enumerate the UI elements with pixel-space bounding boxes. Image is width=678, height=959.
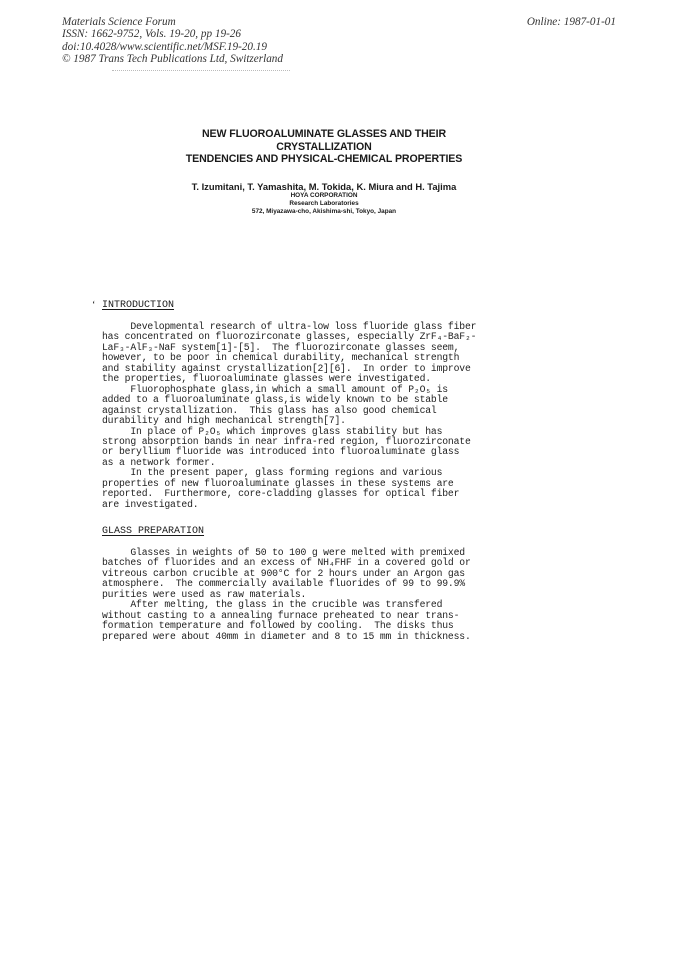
section-heading-introduction xyxy=(102,300,174,311)
text-line: durability and high mechanical strength[7]. xyxy=(102,415,346,427)
text-line: Fluorophosphate glass,in which a small amount of P₂O₅ is xyxy=(102,383,448,395)
affiliation-address: 572, Miyazawa-cho, Akishima-shi, Tokyo, Japan xyxy=(251,208,397,216)
paper-title xyxy=(120,128,528,166)
copyright-line: © 1987 Trans Tech Publications Ltd, Switzerland xyxy=(62,53,283,66)
affiliation-dept: Research Laboratories xyxy=(289,200,359,208)
text-line: are investigated. xyxy=(102,498,199,510)
title-line: NEW FLUOROALUMINATE GLASSES AND THEIR xyxy=(201,128,447,140)
journal-name: Materials Science Forum xyxy=(62,16,176,28)
scan-artifact-divider xyxy=(112,70,290,71)
scan-mark: ʻ xyxy=(92,300,96,311)
text-line: reported. Furthermore, core-cladding glasses for optical fiber xyxy=(102,488,460,500)
section-heading-glass-preparation xyxy=(102,526,204,537)
text-line: without casting to a annealing furnace preheated to near trans- xyxy=(102,609,460,621)
text-line: formation temperature and followed by cooling. The disks thus xyxy=(102,620,454,632)
doi-line[interactable]: doi:10.4028/www.scientific.net/MSF.19-20.19 xyxy=(62,40,267,53)
text-line: Glasses in weights of 50 to 100 g were melted with premixed xyxy=(102,547,465,558)
section-heading-label: GLASS PREPARATION xyxy=(102,526,205,537)
text-line: or beryllium fluoride was introduced into fluoroaluminate glass xyxy=(102,446,460,458)
text-line: prepared were about 40mm in diameter and 8 to 15 mm in thickness. xyxy=(102,630,471,642)
text-line: has concentrated on fluorozirconate glasses, especially ZrF₄-BaF₂- xyxy=(102,331,477,343)
text-line: properties of new fluoroaluminate glasses in these systems are xyxy=(102,477,454,489)
journal-header xyxy=(62,16,283,66)
affiliation xyxy=(120,192,528,217)
text-line: as a network former. xyxy=(102,456,216,468)
issn-line: ISSN: 1662-9752, Vols. 19-20, pp 19-26 xyxy=(62,28,241,41)
text-line: strong absorption bands in near infra-red region, fluorozirconate xyxy=(102,435,471,447)
text-line: LaF₃-AlF₃-NaF system[1]-[5]. The fluorozirconate glasses seem, xyxy=(102,341,460,353)
text-line: vitreous carbon crucible at 900°C for 2 hours under an Argon gas xyxy=(102,567,465,579)
text-line: In the present paper, glass forming regions and various xyxy=(102,467,443,479)
text-line: batches of fluorides and an excess of NH₄FHF in a covered gold or xyxy=(102,557,471,569)
author-list: T. Izumitani, T. Yamashita, M. Tokida, K. Miura and H. Tajima xyxy=(191,181,457,192)
section-heading-label: INTRODUCTION xyxy=(102,300,175,311)
text-line: added to a fluoroaluminate glass,is widely known to be stable xyxy=(102,394,448,406)
glass-preparation-body xyxy=(102,548,532,642)
text-line: In place of P₂O₅ which improves glass stability but has xyxy=(102,425,443,437)
text-line: the properties, fluoroaluminate glasses were investigated. xyxy=(102,373,431,385)
text-line: purities were used as raw materials. xyxy=(102,588,307,600)
text-line: atmosphere. The commercially available fluorides of 99 to 99.9% xyxy=(102,578,465,590)
text-line: against crystallization. This glass has also good chemical xyxy=(102,404,437,416)
introduction-body xyxy=(102,322,532,510)
text-line: however, to be poor in chemical durability, mechanical strength xyxy=(102,352,460,364)
text-line: and stability against crystallization[2][6]. In order to improve xyxy=(102,362,471,374)
text-line: After melting, the glass in the crucible was transfered xyxy=(102,599,443,611)
affiliation-org: HOYA CORPORATION xyxy=(290,192,358,199)
title-line: TENDENCIES AND PHYSICAL-CHEMICAL PROPERTIES xyxy=(185,153,463,166)
online-date: Online: 1987-01-01 xyxy=(526,16,616,28)
text-line: Developmental research of ultra-low loss fluoride glass fiber xyxy=(102,321,477,332)
title-line: CRYSTALLIZATION xyxy=(276,140,372,153)
